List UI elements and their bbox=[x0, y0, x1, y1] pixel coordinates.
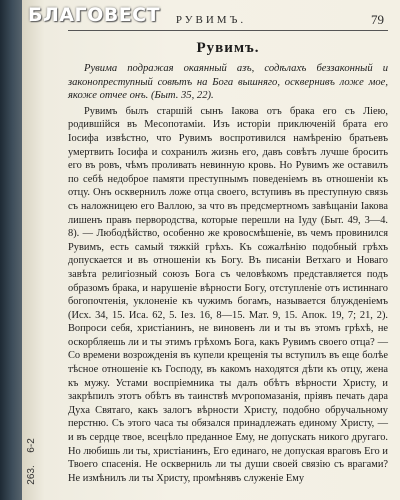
text-block bbox=[68, 34, 388, 485]
page-number: 79 bbox=[371, 12, 384, 27]
margin-note-left: 263. bbox=[26, 465, 37, 485]
chapter-title: Рувимъ. bbox=[196, 40, 260, 56]
watermark-logo: БЛАГОВЕСТ bbox=[28, 4, 161, 26]
running-title: РУВИМЪ. bbox=[175, 14, 247, 26]
margin-note-right: 6-2 bbox=[26, 438, 37, 453]
book-spine bbox=[0, 0, 22, 500]
epigraph: Рувима подражая окаянный азъ, содѣлахъ беззаконный и законопреступный совѣтъ на Бога вышняго, осквернивъ ложе мое, якоже отчее онъ. (Быт. 35, 22). bbox=[68, 63, 388, 102]
book-page bbox=[22, 0, 400, 500]
header-rule bbox=[68, 30, 388, 31]
margin-note bbox=[26, 428, 40, 485]
body-paragraph: Рувимъ былъ старшій сынъ Іакова отъ брака его съ Ліею, родившійся въ Месопотаміи. Изъ исторіи приключеній брата его Іосифа извѣстно, что Рувимъ воспротивился намѣренію братьевъ умертвить Іосифа и сохранилъ жизнь его, давъ совѣтъ лучше бросить его въ ровъ, чѣмъ проливать невинную кровь. Но Рувимъ же оставилъ по себѣ недоброе памяти преступнымъ поведеніемъ въ отношеніи къ отцу. Онъ осквернилъ ложе отца своего, вступивъ въ преступную связь съ наложницею его Валлою, за что въ предсмертномъ завѣщаніи Іакова лишенъ правъ первородства, которые перешли на Іуду (Быт. 49, 3—4. 8). — Любодѣйство, особенно же кровосмѣшеніе, въ чемъ провинился Рувимъ, есть самый тяжкій грѣхъ. Къ сожалѣнію подобный грѣхъ допускается и въ отношеніи къ Богу. Въ писаніи Ветхаго и Новаго завѣта религіозный союзъ Бога съ человѣкомъ представляется подъ образомъ брака, и нарушеніе вѣрности Богу, отступленіе отъ истиннаго богопочтенія, уклоненіе къ чужимъ богамъ, называется блужденіемъ (Исх. 34, 15. Иса. 62, 5. Іез. 16, 8—15. Мат. 9, 15. Апок. 19, 7; 21, 2). Вопроси себя, христіанинъ, не виновенъ ли и ты въ этомъ грѣхѣ, не оскорбляешь ли и ты этимъ грѣхомъ Бога, какъ Рувимъ своего отца? — Со времени возрожденія въ купели крещенія ты вступилъ въ еще болѣе тѣсное отношеніе къ Господу, въ какомъ находятся дѣти къ отцу, жена къ мужу. Устами воспріемника ты далъ обѣтъ вѣрности Христу, и закрѣпилъ этотъ обѣтъ въ таинствѣ мѵропомазанія, пріявъ печать дара Духа Святаго, какъ залогъ вѣрности Христу, подобно обручальному перстню. Съ этого часа ты обязался принадлежать единому Христу, — и въ сердце твое, всецѣло преданное Ему, не допускать никого другаго. Но любишь ли ты, христіанинъ, Его единаго, не допуская враговъ Его и Твоего спасенія. Не оскверниль ли ты души своей связію съ врагами? Не измѣнилъ ли ты Христу, промѣнявъ служеніе Ему bbox=[68, 105, 388, 484]
